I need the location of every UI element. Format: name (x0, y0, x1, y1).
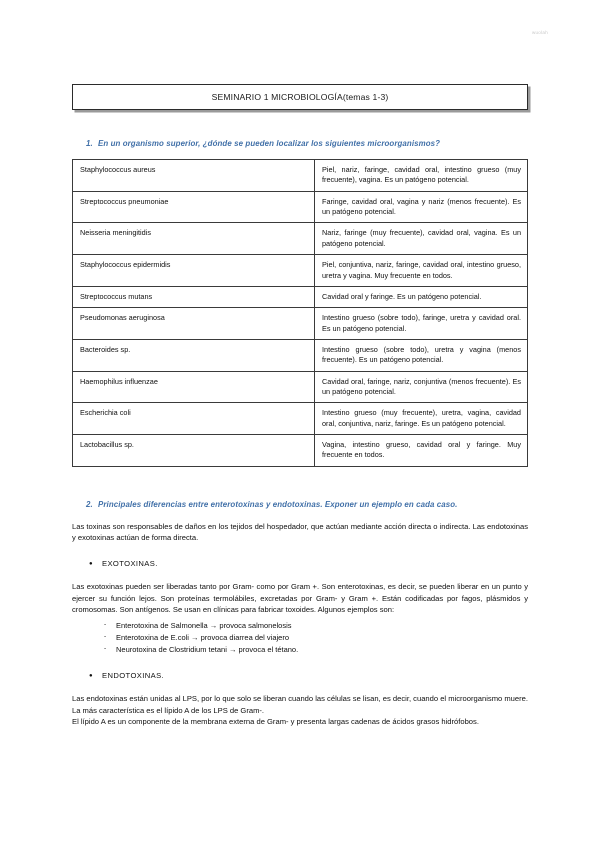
exotoxins-paragraph: Las exotoxinas pueden ser liberadas tanto por Gram- como por Gram +. Son enterotoxinas, es decir, se pueden liberar en un punto y ejercer su función lejos. Son proteínas termolábiles, excretadas por Gram- y Gram +. Están codificadas por fagos, plásmidos y cromosomas. Son antígenos. Se usan en clínicas para fabricar toxoides. Algunos ejemplos son: (72, 582, 528, 615)
endotoxins-paragraph-1: Las endotoxinas están unidas al LPS, por lo que solo se liberan cuando las células se lisan, es decir, cuando el microorganismo muere. La más característica es el lípido A de los LPS de Gram-. (72, 694, 528, 715)
endotoxins-bullet-label: ENDOTOXINAS. (102, 671, 165, 681)
table-row (73, 191, 528, 223)
document-content (72, 0, 528, 728)
exotoxins-bullet-item (72, 559, 528, 569)
list-item (72, 620, 528, 632)
organism-location: Cavidad oral, faringe, nariz, conjuntiva (menos frecuente). Es un patógeno potencial. (315, 371, 528, 403)
table-row (73, 286, 528, 307)
organism-name: Bacteroides sp. (73, 339, 315, 371)
organism-name: Staphylococcus epidermidis (73, 255, 315, 287)
organism-location: Nariz, faringe (muy frecuente), cavidad oral, vagina. Es un patógeno potencial. (315, 223, 528, 255)
question-2-number: 2. (86, 499, 93, 509)
table-row (73, 339, 528, 371)
example-text: Neurotoxina de Clostridium tetani → provoca el tétano. (116, 644, 299, 654)
list-item (72, 644, 528, 656)
organism-location: Intestino grueso (muy frecuente), uretra, vagina, cavidad oral, conjuntiva, nariz, faringe. Es un patógeno potencial. (315, 403, 528, 435)
endotoxins-bullet-item (72, 671, 528, 681)
organism-location: Vagina, intestino grueso, cavidad oral y faringe. Muy frecuente en todos. (315, 435, 528, 467)
organism-name: Escherichia coli (73, 403, 315, 435)
table-row (73, 371, 528, 403)
dash-bullet-icon: - (104, 632, 107, 640)
toxins-intro-paragraph: Las toxinas son responsables de daños en los tejidos del hospedador, que actúan mediante acción directa o indirecta. Las endotoxinas y exotoxinas actúan de forma directa. (72, 521, 528, 543)
organism-name: Pseudomonas aeruginosa (73, 308, 315, 340)
question-2-text: Principales diferencias entre enterotoxinas y endotoxinas. Exponer un ejemplo en cada caso. (98, 499, 458, 509)
microorganism-location-table (72, 159, 528, 467)
organism-location: Faringe, cavidad oral, vagina y nariz (menos frecuente). Es un patógeno potencial. (315, 191, 528, 223)
question-1-heading (72, 139, 528, 148)
organism-name: Streptococcus mutans (73, 286, 315, 307)
example-text: Enterotoxina de Salmonella → provoca salmonelosis (116, 620, 292, 630)
organism-name: Neisseria meningitidis (73, 223, 315, 255)
table-row (73, 435, 528, 467)
organism-location: Piel, conjuntiva, nariz, faringe, cavidad oral, intestino grueso, uretra y vagina. Muy frecuente en todos. (315, 255, 528, 287)
example-text: Enterotoxina de E.coli → provoca diarrea del viajero (116, 632, 290, 642)
endotoxins-paragraph-2: El lípido A es un componente de la membrana externa de Gram- y presenta largas cadenas de ácidos grasos hidrófobos. (72, 717, 479, 727)
organism-name: Staphylococcus aureus (73, 160, 315, 192)
table-row (73, 308, 528, 340)
dash-bullet-icon: - (104, 644, 107, 652)
list-item (72, 632, 528, 644)
table-row (73, 223, 528, 255)
table-row (73, 160, 528, 192)
question-1-number: 1. (86, 139, 93, 148)
dash-bullet-icon: - (104, 620, 107, 628)
organism-location: Piel, nariz, faringe, cavidad oral, intestino grueso (muy frecuente), vagina. Es un patógeno potencial. (315, 160, 528, 192)
organism-location: Cavidad oral y faringe. Es un patógeno potencial. (315, 286, 528, 307)
table-row (73, 403, 528, 435)
organism-location: Intestino grueso (sobre todo), faringe, uretra y cavidad oral. Es un patógeno potencial. (315, 308, 528, 340)
organism-location: Intestino grueso (sobre todo), uretra y vagina (menos frecuente). Es un patógeno potencial. (315, 339, 528, 371)
organism-name: Lactobacillus sp. (73, 435, 315, 467)
question-2-heading (72, 500, 528, 509)
table-row (73, 255, 528, 287)
organism-name: Haemophilus influenzae (73, 371, 315, 403)
exotoxins-bullet-label: EXOTOXINAS. (102, 558, 158, 568)
document-title-banner (72, 84, 528, 110)
bullet-dot-icon: ● (89, 560, 94, 567)
exotoxins-examples-list (72, 620, 528, 656)
bullet-dot-icon: ● (89, 673, 94, 680)
question-1-text: En un organismo superior, ¿dónde se pueden localizar los siguientes microorganismos? (98, 139, 441, 148)
organism-name: Streptococcus pneumoniae (73, 191, 315, 223)
page-title: SEMINARIO 1 MICROBIOLOGÍA(temas 1-3) (211, 92, 389, 102)
page-watermark: wuolah (531, 30, 548, 35)
